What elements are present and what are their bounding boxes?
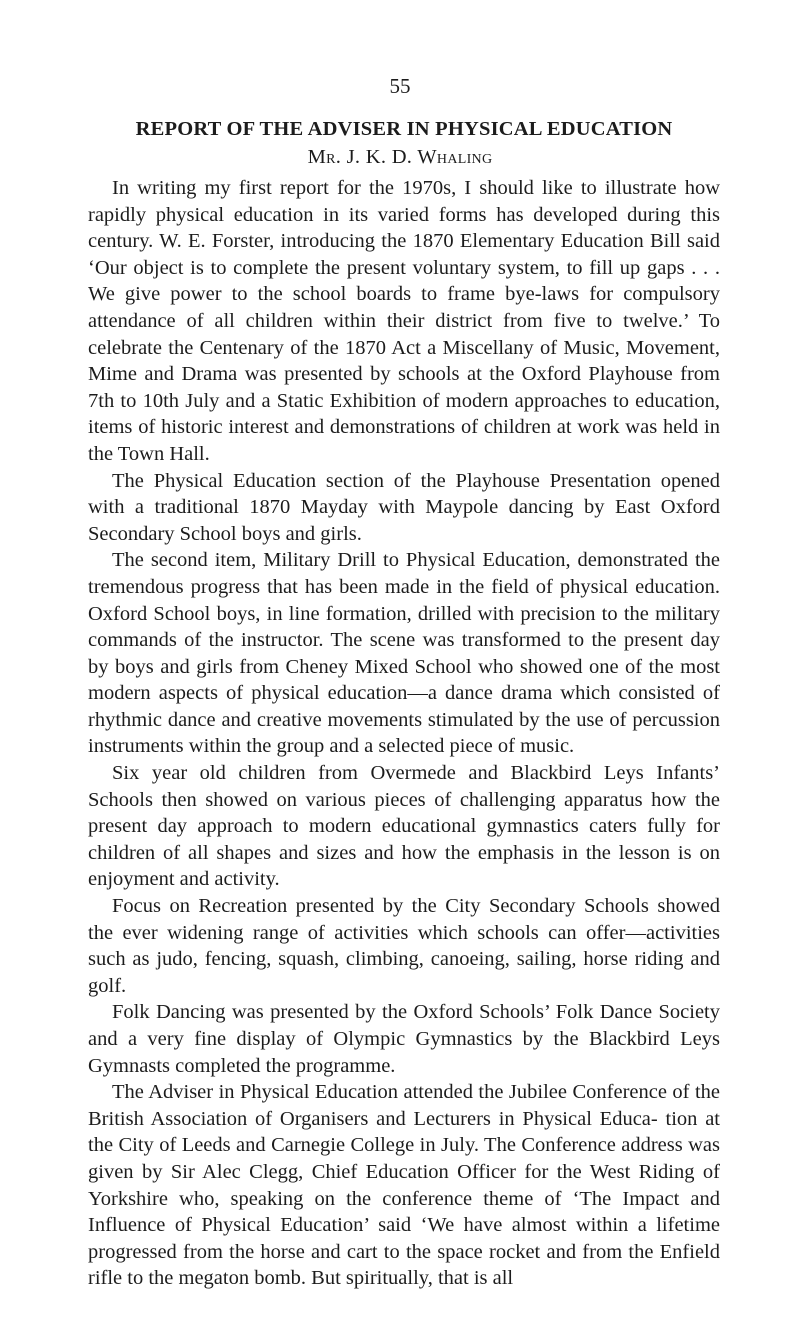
report-title: REPORT OF THE ADVISER IN PHYSICAL EDUCATION <box>135 118 673 140</box>
paragraph: Six year old children from Overmede and Blackbird Leys Infants’ Schools then showed on various pieces of challenging apparatus how the present day approach to modern educational gymnastics caters fully for children of all shapes and sizes and how the emphasis in the lesson is on enjoyment and activity. <box>88 762 720 891</box>
report-body <box>88 175 720 1292</box>
paragraph: The Adviser in Physical Education attended the Jubilee Conference of the British Association of Organisers and Lecturers in Physical Educa- tion at the City of Leeds and Carnegie College in July. The Conference address was given by Sir Alec Clegg, Chief Education Officer for the West Riding of Yorkshire who, speaking on the conference theme of ‘The Impact and Influence of Physical Education’ said ‘We have almost within a lifetime progressed from the horse and cart to the space rocket and from the Enfield rifle to the megaton bomb. But spiritually, that is all <box>88 1081 720 1290</box>
author-name: Mr. J. K. D. Whaling <box>307 146 493 168</box>
page-number: 55 <box>389 74 411 98</box>
paragraph: In writing my first report for the 1970s, I should like to illustrate how rapidly physical education in its varied forms has developed during this century. W. E. Forster, introducing the 1870 Elementary Education Bill said ‘Our object is to complete the present voluntary system, to fill up gaps . . . We give power to the school boards to frame bye-laws for compulsory attendance of all children within their district from five to twelve.’ To celebrate the Centenary of the 1870 Act a Miscellany of Music, Movement, Mime and Drama was presented by schools at the Oxford Playhouse from 7th to 10th July and a Static Exhibition of modern approaches to education, items of historic interest and demonstrations of children at work was held in the Town Hall. <box>88 177 720 465</box>
paragraph: Focus on Recreation presented by the City Secondary Schools showed the ever widening range of activities which schools can offer—activities such as judo, fencing, squash, climbing, canoeing, sailing, horse riding and golf. <box>88 895 720 997</box>
paragraph: The Physical Education section of the Playhouse Presentation opened with a traditional 1870 Mayday with Maypole dancing by East Oxford Secondary School boys and girls. <box>88 469 720 545</box>
paragraph: Folk Dancing was presented by the Oxford Schools’ Folk Dance Society and a very fine display of Olympic Gymnastics by the Blackbird Leys Gymnasts completed the programme. <box>88 1001 720 1077</box>
paragraph: The second item, Military Drill to Physical Education, demonstrated the tremendous progress that has been made in the field of physical education. Oxford School boys, in line formation, drilled with precision to the military commands of the instructor. The scene was transformed to the present day by boys and girls from Cheney Mixed School who showed one of the most modern aspects of physical education—a dance drama which consisted of rhythmic dance and creative movements stimulated by the use of percussion instruments within the group and a selected piece of music. <box>88 549 720 758</box>
